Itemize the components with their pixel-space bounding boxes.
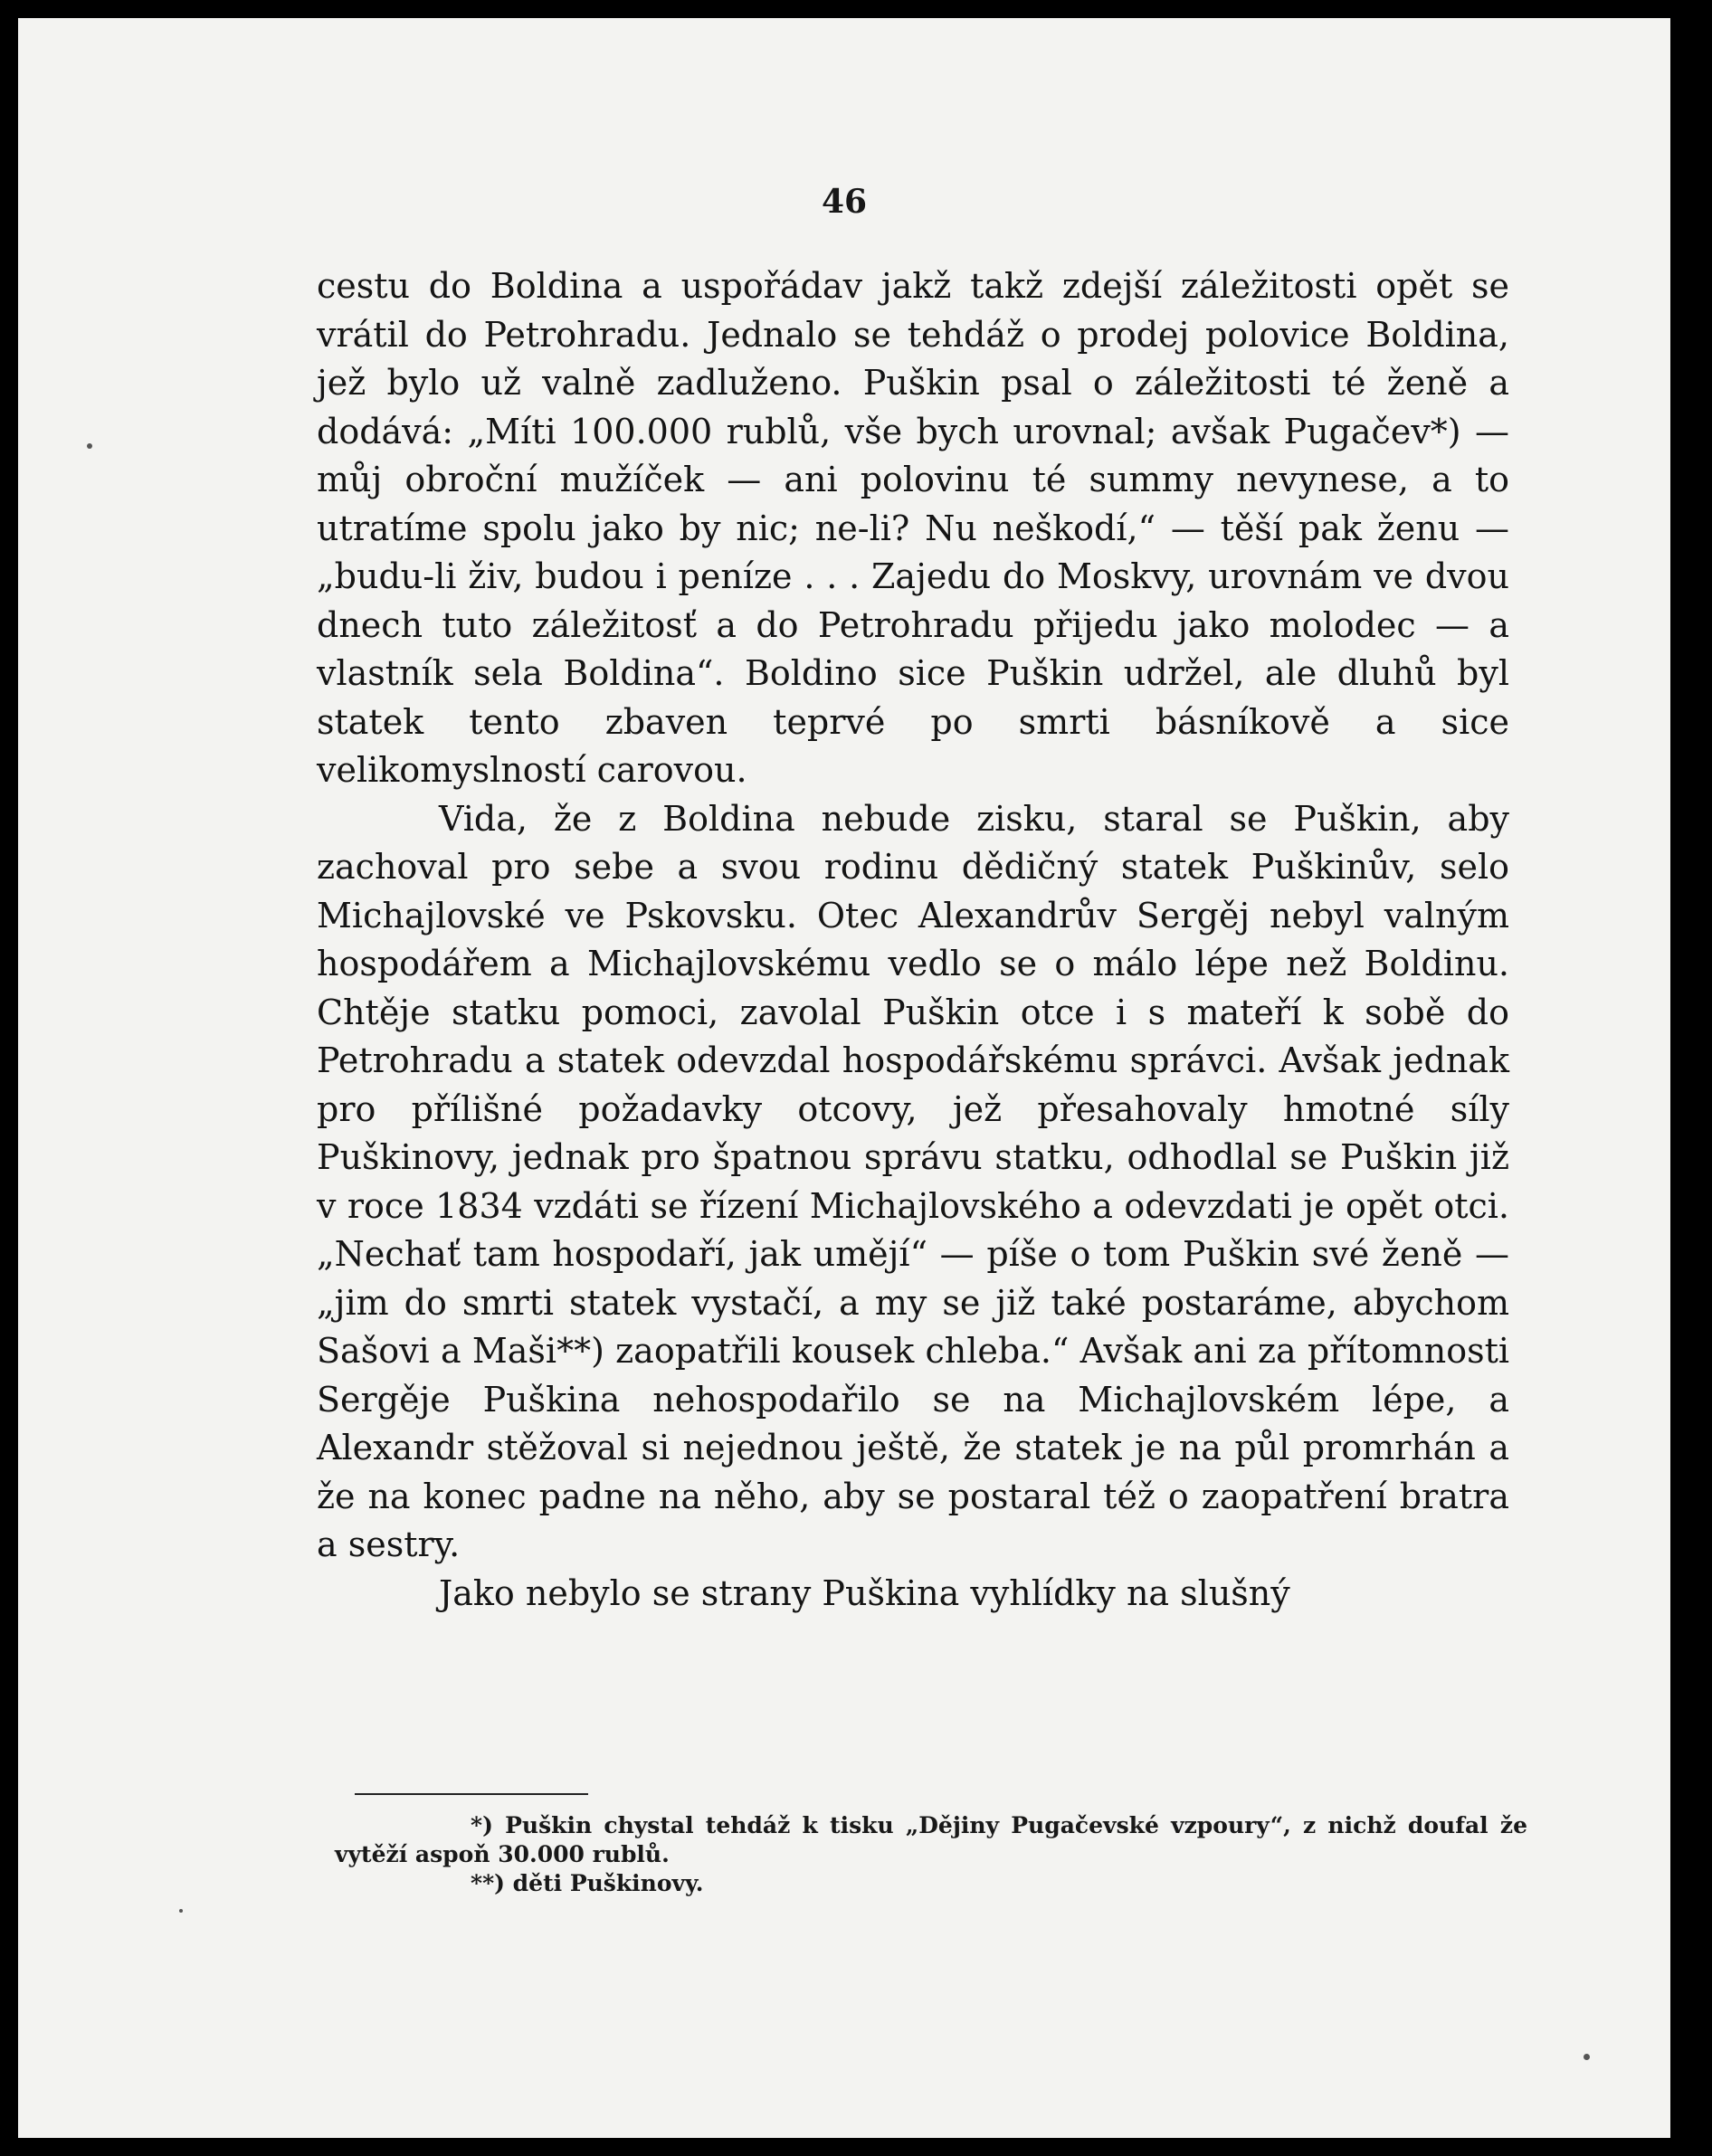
footnote-2: **) děti Puškinovy. bbox=[471, 1870, 704, 1896]
footnotes bbox=[335, 1811, 1527, 1898]
main-text bbox=[317, 262, 1509, 1618]
paragraph-2: Vida, že z Boldina nebude zisku, staral se Puškin, aby zachoval pro sebe a svou rodinu dědičný statek Puškinův, selo Michajlovské ve Pskovsku. Otec Alexandrův Sergěj nebyl valným hospodářem a Michajlovskému vedlo se o málo lépe než Boldinu. Chtěje statku pomoci, zavolal Puškin otce i s mateří k sobě do Petrohradu a statek odevzdal hospodářskému správci. Avšak jednak pro přílišné požadavky otcovy, jež přesahovaly hmotné síly Puškinovy, jednak pro špatnou správu statku, odhodlal se Puškin již v roce 1834 vzdáti se řízení Michajlovského a odevzdati je opět otci. „Nechať tam hospodaří, jak umějí“ — píše o tom Puškin své ženě — „jim do smrti statek vystačí, a my se již také postaráme, abychom Sašovi a Maši**) zaopatřili kousek chleba.“ Avšak ani za přítomnosti Sergěje Puškina nehospodařilo se na Michajlovském lépe, a Alexandr stěžoval si nejednou ještě, že statek je na půl promrhán a že na konec padne na něho, aby se postaral též o zaopatření bratra a sestry. bbox=[317, 798, 1509, 1564]
book-page bbox=[18, 18, 1670, 2138]
scan-speck bbox=[1584, 2054, 1590, 2060]
page-number: 46 bbox=[821, 183, 868, 221]
scan-speck bbox=[179, 1909, 183, 1913]
scan-speck bbox=[87, 443, 92, 449]
paragraph-1: cestu do Boldina a uspořádav jakž takž zdejší záležitosti opět se vrátil do Petrohradu. Jednalo se tehdáž o prodej polovice Boldina, jež bylo už valně zadluženo. Puškin psal o záležitosti té ženě a dodává: „Míti 100.000 rublů, vše bych urovnal; avšak Pugačev*) — můj obroční mužíček — ani polovinu té summy nevynese, a to utratíme spolu jako by nic; ne-li? Nu neškodí,“ — těší pak ženu — „budu-li živ, budou i peníze . . . Zajedu do Moskvy, urovnám ve dvou dnech tuto záležitosť a do Petrohradu přijedu jako molodec — a vlastník sela Boldina“. Boldino sice Puškin udržel, ale dluhů byl statek tento zbaven teprvé po smrti básníkově a sice velikomyslností carovou. bbox=[317, 266, 1509, 790]
footnote-1: *) Puškin chystal tehdáž k tisku „Dějiny Pugačevské vzpoury“, z nichž doufal že vytěží aspoň 30.000 rublů. bbox=[335, 1812, 1527, 1867]
paragraph-3: Jako nebylo se strany Puškina vyhlídky na slušný bbox=[439, 1572, 1290, 1613]
footnote-divider bbox=[355, 1793, 588, 1795]
